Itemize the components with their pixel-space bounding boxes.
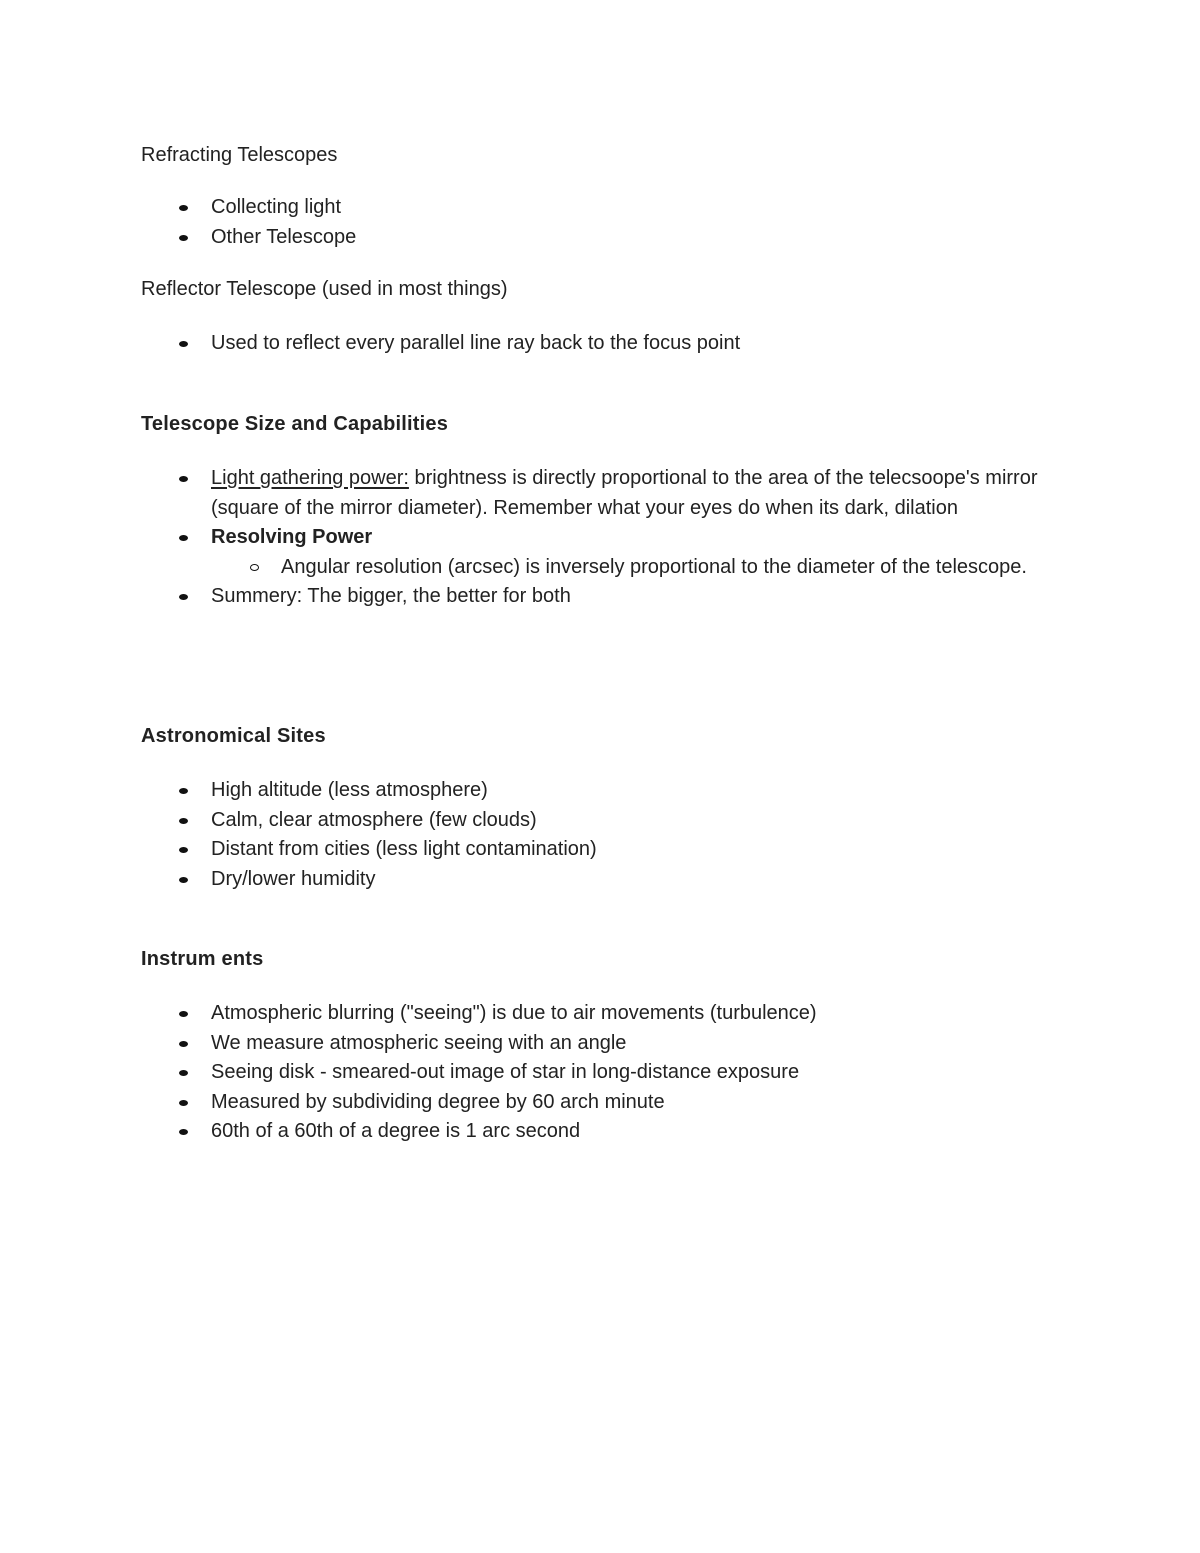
bullet-icon [179, 594, 188, 600]
refracting-list [141, 193, 1061, 252]
resolving-power-label: Resolving Power [211, 526, 373, 548]
list-item: High altitude (less atmosphere) [141, 776, 1061, 806]
bullet-icon [179, 1041, 188, 1047]
resolving-sublist [211, 553, 1061, 583]
list-item: Dry/lower humidity [141, 865, 1061, 895]
sites-list [141, 776, 1061, 894]
list-item [141, 523, 1061, 582]
instruments-heading: Instrum ents [141, 948, 264, 970]
bullet-icon [179, 1100, 188, 1106]
size-heading: Telescope Size and Capabilities [141, 413, 449, 435]
list-item [141, 464, 1061, 523]
reflector-list [141, 329, 1061, 359]
bullet-icon [179, 847, 188, 853]
hollow-bullet-icon [250, 564, 259, 571]
bullet-icon [179, 788, 188, 794]
instruments-list [141, 999, 1061, 1147]
bullet-icon [179, 476, 188, 482]
list-item: Distant from cities (less light contamination) [141, 835, 1061, 865]
sub-list-item: Angular resolution (arcsec) is inversely proportional to the diameter of the telescope. [211, 553, 1061, 583]
list-item: Measured by subdividing degree by 60 arch minute [141, 1088, 1061, 1118]
light-gathering-text: brightness is directly proportional to the area of the telecsoope's mirror (square of the mirror diameter). Remember what your eyes do when its dark, dilation [211, 467, 1038, 519]
sites-heading: Astronomical Sites [141, 725, 326, 747]
summary-text: Summery: The bigger, the better for both [211, 585, 571, 607]
list-item: Atmospheric blurring ("seeing") is due to air movements (turbulence) [141, 999, 1061, 1029]
list-item: 60th of a 60th of a degree is 1 arc second [141, 1117, 1061, 1147]
bullet-icon [179, 235, 188, 241]
bullet-icon [179, 1070, 188, 1076]
list-item: Collecting light [141, 193, 1061, 223]
bullet-icon [179, 535, 188, 541]
list-item: We measure atmospheric seeing with an angle [141, 1029, 1061, 1059]
light-gathering-label: Light gathering power: [211, 467, 409, 489]
reflector-title: Reflector Telescope (used in most things) [141, 278, 508, 300]
bullet-icon [179, 818, 188, 824]
list-item: Used to reflect every parallel line ray back to the focus point [141, 329, 1061, 359]
bullet-icon [179, 1011, 188, 1017]
bullet-icon [179, 877, 188, 883]
bullet-icon [179, 205, 188, 211]
list-item: Seeing disk - smeared-out image of star in long-distance exposure [141, 1058, 1061, 1088]
list-item [141, 582, 1061, 612]
size-list [141, 464, 1061, 612]
bullet-icon [179, 341, 188, 347]
list-item: Other Telescope [141, 223, 1061, 253]
bullet-icon [179, 1129, 188, 1135]
refracting-title: Refracting Telescopes [141, 144, 338, 166]
list-item: Calm, clear atmosphere (few clouds) [141, 806, 1061, 836]
